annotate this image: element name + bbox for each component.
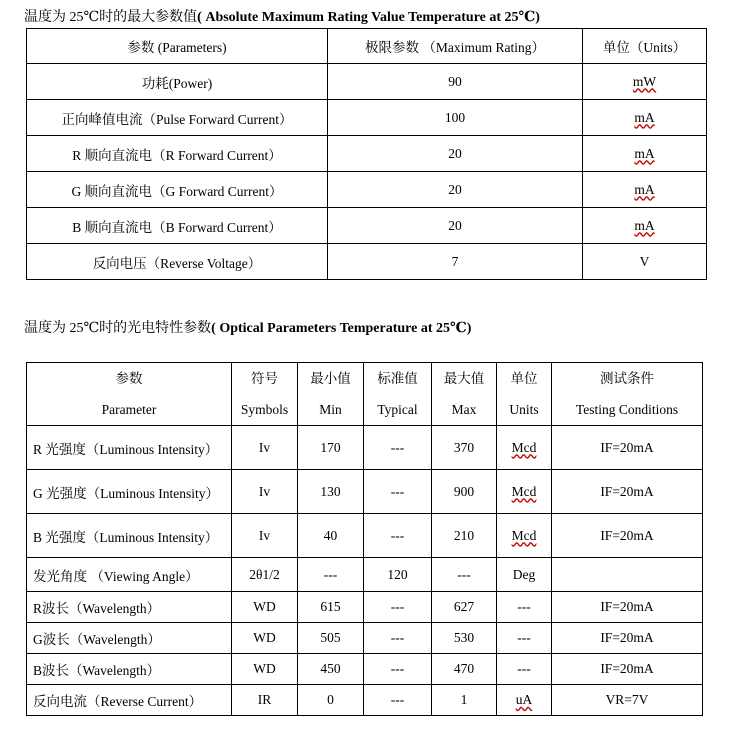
min-cell: 40 — [298, 514, 364, 558]
min-cell: 0 — [298, 685, 364, 716]
value-cell: 20 — [328, 208, 583, 244]
unit-text: --- — [517, 630, 531, 645]
cond-cell: IF=20mA — [552, 654, 703, 685]
header-cn: 测试条件 — [600, 371, 654, 386]
unit-cell — [497, 426, 552, 470]
optical-title-cn: 温度为 25℃时的光电特性参数 — [24, 321, 212, 336]
unit-cell — [583, 208, 707, 244]
min-cell: 505 — [298, 623, 364, 654]
unit-text: mA — [634, 109, 655, 125]
symbol-cell: Iv — [232, 514, 298, 558]
unit-text: --- — [517, 661, 531, 676]
abs-max-title-cn: 温度为 25℃时的最大参数值 — [24, 10, 198, 25]
param-cell: R 顺向直流电（R Forward Current） — [27, 136, 328, 172]
cond-cell: IF=20mA — [552, 592, 703, 623]
min-cell: 170 — [298, 426, 364, 470]
typ-cell: --- — [364, 514, 432, 558]
typ-cell: --- — [364, 685, 432, 716]
typ-cell: --- — [364, 623, 432, 654]
typ-cell: --- — [364, 654, 432, 685]
value-cell: 7 — [328, 244, 583, 280]
table-row — [27, 244, 707, 280]
unit-cell — [497, 514, 552, 558]
unit-cell — [583, 64, 707, 100]
table-row — [27, 172, 707, 208]
unit-text: Mcd — [511, 439, 537, 455]
param-cell: R 光强度（Luminous Intensity） — [27, 426, 232, 470]
unit-text: mA — [634, 145, 655, 161]
header-cell: 极限参数 （Maximum Rating） — [328, 29, 583, 64]
param-cell: G波长（Wavelength） — [27, 623, 232, 654]
cond-cell: IF=20mA — [552, 426, 703, 470]
cond-cell: VR=7V — [552, 685, 703, 716]
param-cell: 发光角度 （Viewing Angle） — [27, 558, 232, 592]
cond-cell: IF=20mA — [552, 470, 703, 514]
min-cell: 130 — [298, 470, 364, 514]
value-cell: 20 — [328, 136, 583, 172]
typ-cell: --- — [364, 426, 432, 470]
value-cell: 90 — [328, 64, 583, 100]
param-cell: B波长（Wavelength） — [27, 654, 232, 685]
symbol-cell: 2θ1/2 — [232, 558, 298, 592]
max-cell: --- — [432, 558, 497, 592]
value-cell: 100 — [328, 100, 583, 136]
symbol-cell: WD — [232, 623, 298, 654]
header-en: Testing Conditions — [575, 402, 679, 417]
unit-cell — [497, 470, 552, 514]
header-cn: 标准值 — [377, 371, 418, 386]
cond-cell: IF=20mA — [552, 623, 703, 654]
unit-text: mA — [634, 181, 655, 197]
table-row — [27, 136, 707, 172]
unit-cell — [583, 172, 707, 208]
max-cell: 470 — [432, 654, 497, 685]
optical-title — [24, 317, 471, 337]
symbol-cell: Iv — [232, 426, 298, 470]
table-header-row — [27, 363, 703, 426]
abs-max-title-en: ( Absolute Maximum Rating Value Temperature at 25℃) — [197, 10, 540, 25]
header-cell — [298, 363, 364, 426]
max-cell: 210 — [432, 514, 497, 558]
header-en: Min — [319, 402, 342, 417]
param-cell: 正向峰值电流（Pulse Forward Current） — [27, 100, 328, 136]
table-row — [27, 514, 703, 558]
table-row — [27, 208, 707, 244]
table-row — [27, 592, 703, 623]
header-cell — [364, 363, 432, 426]
unit-cell — [583, 136, 707, 172]
param-cell: 功耗(Power) — [27, 64, 328, 100]
unit-text: V — [639, 253, 650, 269]
table-row — [27, 470, 703, 514]
unit-cell — [497, 654, 552, 685]
symbol-cell: Iv — [232, 470, 298, 514]
header-cell: 单位（Units） — [583, 29, 707, 64]
param-cell: 反向电压（Reverse Voltage） — [27, 244, 328, 280]
abs-max-title — [24, 6, 540, 26]
symbol-cell: WD — [232, 592, 298, 623]
value-cell: 20 — [328, 172, 583, 208]
max-cell: 1 — [432, 685, 497, 716]
max-cell: 900 — [432, 470, 497, 514]
min-cell: --- — [298, 558, 364, 592]
table-row — [27, 100, 707, 136]
header-en: Parameter — [101, 402, 157, 417]
abs-max-table — [26, 28, 707, 280]
unit-cell — [497, 558, 552, 592]
cond-cell: IF=20mA — [552, 514, 703, 558]
symbol-cell: WD — [232, 654, 298, 685]
unit-text: Deg — [512, 566, 536, 582]
header-cn: 单位 — [510, 371, 538, 386]
optical-table — [26, 362, 703, 716]
param-cell: B 顺向直流电（B Forward Current） — [27, 208, 328, 244]
header-en: Units — [509, 402, 539, 417]
min-cell: 450 — [298, 654, 364, 685]
unit-text: mW — [632, 73, 657, 89]
typ-cell: 120 — [364, 558, 432, 592]
param-cell: G 顺向直流电（G Forward Current） — [27, 172, 328, 208]
max-cell: 627 — [432, 592, 497, 623]
header-cn: 符号 — [251, 371, 278, 386]
typ-cell: --- — [364, 592, 432, 623]
table-row — [27, 654, 703, 685]
header-en: Typical — [377, 402, 418, 417]
header-cell — [27, 363, 232, 426]
max-cell: 370 — [432, 426, 497, 470]
unit-cell — [497, 685, 552, 716]
unit-text: --- — [517, 599, 531, 614]
unit-text: uA — [515, 692, 533, 707]
optical-title-en: ( Optical Parameters Temperature at 25℃) — [211, 321, 472, 336]
min-cell: 615 — [298, 592, 364, 623]
param-cell: B 光强度（Luminous Intensity） — [27, 514, 232, 558]
header-cn: 最小值 — [310, 371, 351, 386]
header-cell — [497, 363, 552, 426]
param-cell: G 光强度（Luminous Intensity） — [27, 470, 232, 514]
header-cell: 参数 (Parameters) — [27, 29, 328, 64]
unit-text: mA — [634, 217, 655, 233]
table-header-row — [27, 29, 707, 64]
header-en: Max — [451, 402, 477, 417]
max-cell: 530 — [432, 623, 497, 654]
unit-text: Mcd — [511, 527, 537, 543]
param-cell: 反向电流（Reverse Current） — [27, 685, 232, 716]
table-row — [27, 623, 703, 654]
unit-cell — [583, 100, 707, 136]
unit-cell — [583, 244, 707, 280]
table-row — [27, 426, 703, 470]
cond-cell — [552, 558, 703, 592]
unit-cell — [497, 592, 552, 623]
table-row — [27, 64, 707, 100]
header-cn: 参数 — [115, 371, 143, 386]
unit-text: Mcd — [511, 483, 537, 499]
param-cell: R波长（Wavelength） — [27, 592, 232, 623]
table-row — [27, 558, 703, 592]
table-row — [27, 685, 703, 716]
header-en: Symbols — [240, 402, 289, 417]
header-cn: 最大值 — [443, 371, 485, 386]
header-cell — [232, 363, 298, 426]
header-cell — [432, 363, 497, 426]
typ-cell: --- — [364, 470, 432, 514]
unit-cell — [497, 623, 552, 654]
header-cell — [552, 363, 703, 426]
symbol-cell: IR — [232, 685, 298, 716]
